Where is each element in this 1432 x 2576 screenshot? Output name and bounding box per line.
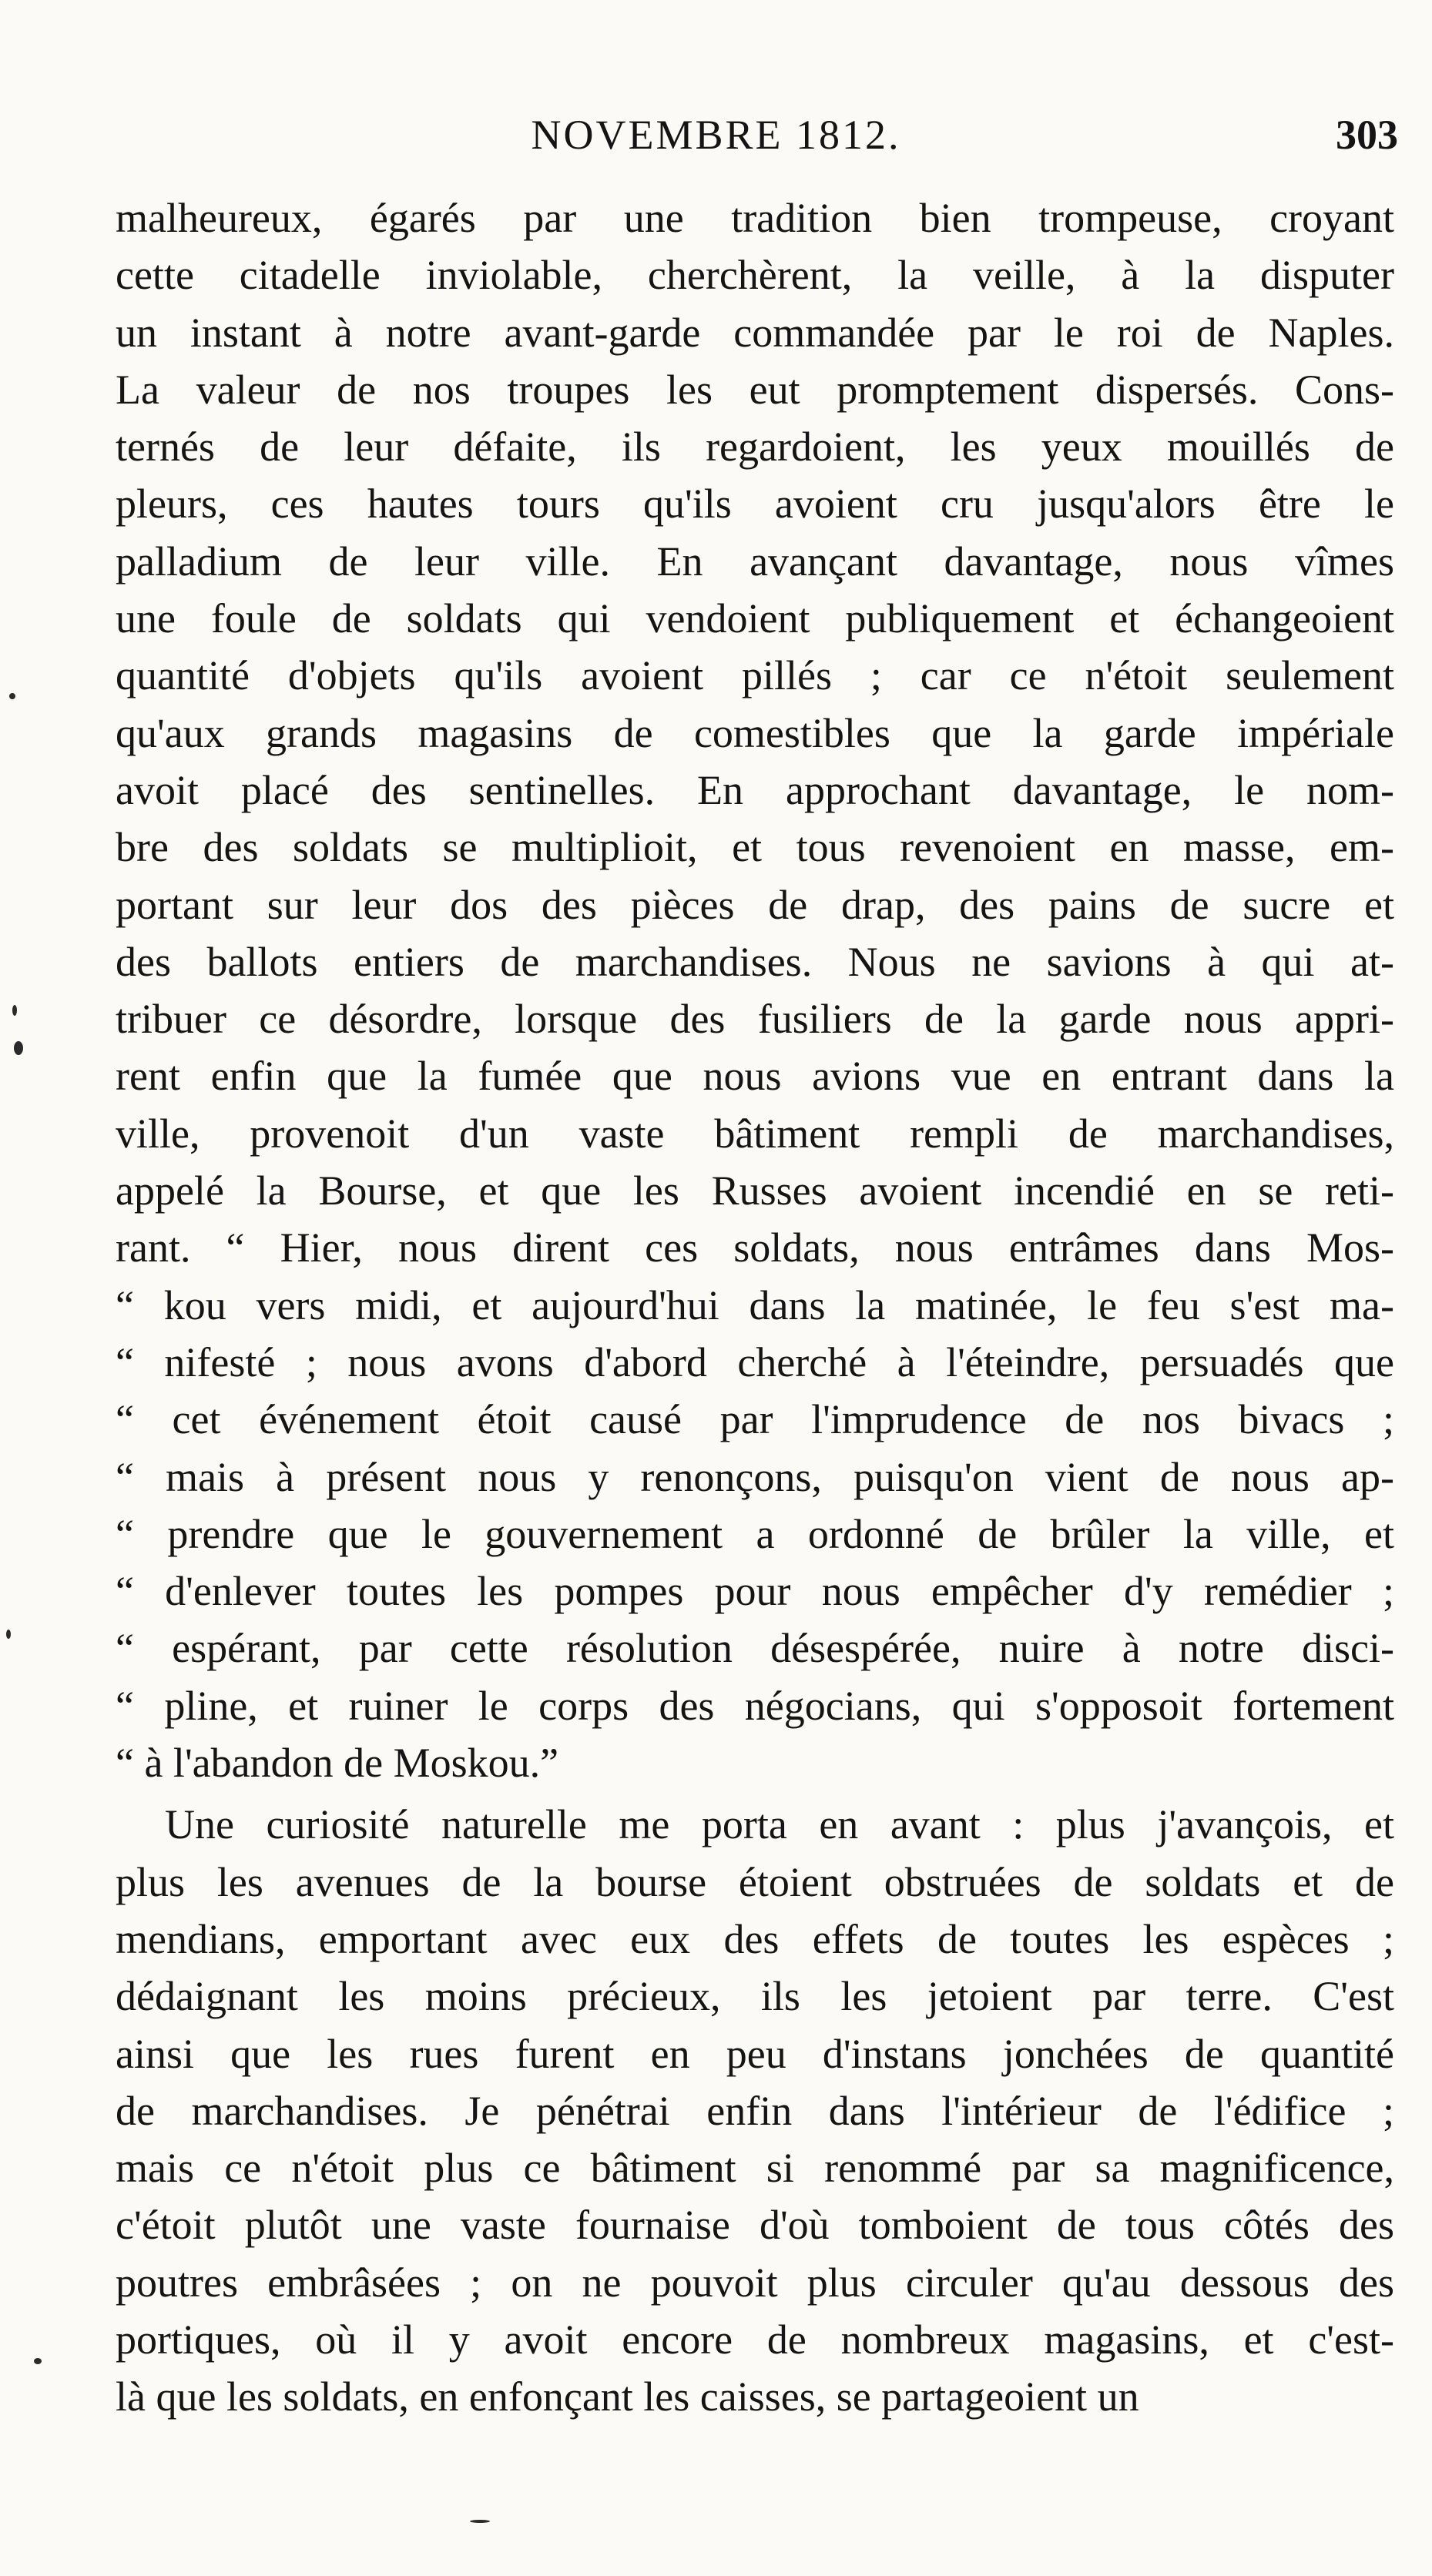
margin-speck bbox=[34, 2358, 42, 2364]
text-line: “ cet événement étoit causé par l'imprudence de nos bivacs ; bbox=[116, 1396, 1394, 1443]
margin-speck bbox=[12, 1005, 17, 1016]
text-line: appelé la Bourse, et que les Russes avoient incendié en se reti- bbox=[116, 1167, 1394, 1214]
text-line: poutres embrâsées ; on ne pouvoit plus circuler qu'au dessous des bbox=[116, 2259, 1394, 2306]
text-line: avoit placé des sentinelles. En approchant davantage, le nom- bbox=[116, 766, 1394, 813]
text-line: là que les soldats, en enfonçant les caisses, se partageoient un bbox=[116, 2373, 1139, 2420]
text-line: ville, provenoit d'un vaste bâtiment rempli de marchandises, bbox=[116, 1110, 1394, 1157]
paragraph bbox=[116, 1796, 1394, 2425]
running-title: NOVEMBRE 1812. bbox=[531, 112, 901, 158]
text-line: c'étoit plutôt une vaste fournaise d'où tomboient de tous côtés des bbox=[116, 2202, 1394, 2249]
text-line: de marchandises. Je pénétrai enfin dans l'intérieur de l'édifice ; bbox=[116, 2087, 1394, 2134]
text-line: malheureux, égarés par une tradition bien trompeuse, croyant bbox=[116, 195, 1394, 241]
text-line: ternés de leur défaite, ils regardoient, les yeux mouillés de bbox=[116, 424, 1394, 471]
text-line: La valeur de nos troupes les eut promptement dispersés. Cons- bbox=[116, 366, 1394, 413]
margin-speck bbox=[6, 1630, 11, 1639]
text-line: mais ce n'étoit plus ce bâtiment si renommé par sa magnificence, bbox=[116, 2145, 1394, 2192]
text-line: mendians, emportant avec eux des effets de toutes les espèces ; bbox=[116, 1915, 1394, 1962]
margin-speck bbox=[9, 693, 15, 699]
text-line: bre des soldats se multiplioit, et tous revenoient en masse, em- bbox=[116, 824, 1394, 871]
paragraph bbox=[116, 189, 1394, 1791]
text-line: “ à l'abandon de Moskou.” bbox=[116, 1740, 559, 1787]
text-line: “ mais à présent nous y renonçons, puisqu'on vient de nous ap- bbox=[116, 1453, 1394, 1500]
text-line: portiques, où il y avoit encore de nombreux magasins, et c'est- bbox=[116, 2316, 1394, 2363]
text-line: cette citadelle inviolable, cherchèrent, la veille, à la disputer bbox=[116, 252, 1394, 299]
text-line: “ pline, et ruiner le corps des négocians, qui s'opposoit fortement bbox=[116, 1682, 1394, 1729]
body-text bbox=[116, 189, 1394, 2426]
text-line: des ballots entiers de marchandises. Nous ne savions à qui at- bbox=[116, 938, 1394, 985]
text-line: tribuer ce désordre, lorsque des fusiliers de la garde nous appri- bbox=[116, 996, 1394, 1043]
text-line: pleurs, ces hautes tours qu'ils avoient cru jusqu'alors être le bbox=[116, 481, 1394, 528]
text-line: quantité d'objets qu'ils avoient pillés ; car ce n'étoit seulement bbox=[116, 652, 1394, 699]
text-line: Une curiosité naturelle me porta en avant : plus j'avançois, et bbox=[165, 1801, 1394, 1848]
text-line: “ kou vers midi, et aujourd'hui dans la matinée, le feu s'est ma- bbox=[116, 1281, 1394, 1328]
text-line: “ nifesté ; nous avons d'abord cherché à l'éteindre, persuadés que bbox=[116, 1338, 1394, 1385]
text-line: ainsi que les rues furent en peu d'instans jonchées de quantité bbox=[116, 2030, 1394, 2077]
margin-speck bbox=[470, 2520, 490, 2523]
text-line: qu'aux grands magasins de comestibles que la garde impériale bbox=[116, 709, 1394, 756]
margin-speck bbox=[14, 1041, 23, 1055]
text-line: plus les avenues de la bourse étoient obstruées de soldats et de bbox=[116, 1858, 1394, 1905]
page-number: 303 bbox=[1336, 112, 1398, 158]
text-line: “ espérant, par cette résolution désespérée, nuire à notre disci- bbox=[116, 1625, 1394, 1672]
text-line: rent enfin que la fumée que nous avions vue en entrant dans la bbox=[116, 1053, 1394, 1100]
text-line: dédaignant les moins précieux, ils les jetoient par terre. C'est bbox=[116, 1973, 1394, 2020]
text-line: “ prendre que le gouvernement a ordonné de brûler la ville, et bbox=[116, 1510, 1394, 1557]
text-line: rant. “ Hier, nous dirent ces soldats, nous entrâmes dans Mos- bbox=[116, 1224, 1394, 1271]
text-line: “ d'enlever toutes les pompes pour nous empêcher d'y remédier ; bbox=[116, 1568, 1394, 1615]
text-line: portant sur leur dos des pièces de drap, des pains de sucre et bbox=[116, 881, 1394, 928]
text-line: palladium de leur ville. En avançant davantage, nous vîmes bbox=[116, 538, 1394, 585]
page-header bbox=[0, 104, 1432, 166]
text-line: un instant à notre avant-garde commandée par le roi de Naples. bbox=[116, 309, 1394, 356]
text-line: une foule de soldats qui vendoient publiquement et échangeoient bbox=[116, 595, 1394, 642]
